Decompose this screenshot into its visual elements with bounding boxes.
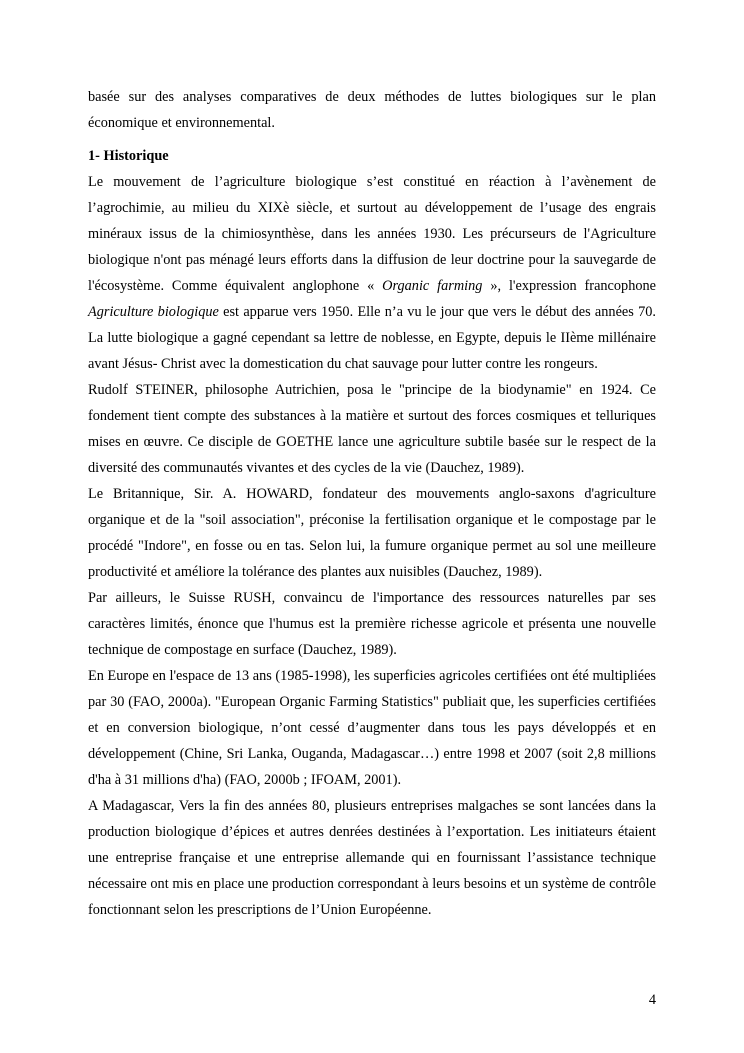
italic-term: Organic farming (382, 278, 483, 294)
paragraph-steiner: Rudolf STEINER, philosophe Autrichien, posa le "principe de la biodynamie" en 1924. Ce fondement tient compte des substances à la matière et surtout des forces cosmiques et telluriques mises en œuvre. Ce disciple de GOETHE lance une agriculture subtile basée sur le respect de la diversité des communautés vivantes et des cycles de la vie (Dauchez, 1989). (88, 382, 656, 476)
intro-paragraph: basée sur des analyses comparatives de deux méthodes de luttes biologiques sur le plan économique et environnemental. (88, 89, 656, 131)
paragraph-history-origin (88, 169, 656, 377)
body-text (88, 84, 656, 923)
page-number: 4 (648, 992, 656, 1008)
section-heading: 1- Historique (88, 148, 169, 164)
paragraph-text: », l'expression francophone (482, 278, 656, 294)
paragraph-text: Le mouvement de l’agriculture biologique s’est constitué en réaction à l’avènement de l’agrochimie, au milieu du XIXè siècle, et surtout au développement de l’usage des engrais minéraux issus de la chimiosynthèse, dans les années 1930. Les précurseurs de l'Agriculture biologique n'ont pas ménagé leurs efforts dans la diffusion de leur doctrine pour la sauvegarde de l'écosystème. Comme équivalent anglophone « (88, 174, 656, 294)
paragraph-madagascar: A Madagascar, Vers la fin des années 80, plusieurs entreprises malgaches se sont lancées dans la production biologique d’épices et autres denrées destinées à l’exportation. Les initiateurs étaient une entreprise française et une entreprise allemande qui en fournissant l’assistance technique nécessaire ont mis en place une production correspondant à leurs besoins et un système de contrôle fonctionnant selon les prescriptions de l’Union Européenne. (88, 798, 656, 918)
paragraph-rush: Par ailleurs, le Suisse RUSH, convaincu de l'importance des ressources naturelles par ses caractères limités, énonce que l'humus est la première richesse agricole et présenta une nouvelle technique de compostage en surface (Dauchez, 1989). (88, 590, 656, 658)
paragraph-text: est apparue vers 1950. Elle n’a vu le jour que vers le début des années 70. La lutte biologique a gagné cependant sa lettre de noblesse, en Egypte, depuis le IIème millénaire avant Jésus- Christ avec la domestication du chat sauvage pour lutter contre les rongeurs. (88, 304, 656, 372)
paragraph-europe: En Europe en l'espace de 13 ans (1985-1998), les superficies agricoles certifiées ont été multipliées par 30 (FAO, 2000a). "European Organic Farming Statistics" publiait que, les superficies certifiées et en conversion biologique, n’ont cessé d’augmenter dans tous les pays développés et en développement (Chine, Sri Lanka, Ouganda, Madagascar…) entre 1998 et 2007 (soit 2,8 millions d'ha à 31 millions d'ha) (FAO, 2000b ; IFOAM, 2001). (88, 668, 656, 788)
paragraph-howard: Le Britannique, Sir. A. HOWARD, fondateur des mouvements anglo-saxons d'agriculture organique et de la "soil association", préconise la fertilisation organique et le compostage par le procédé "Indore", en fosse ou en tas. Selon lui, la fumure organique permet au sol une meilleure productivité et améliore la tolérance des plantes aux nuisibles (Dauchez, 1989). (88, 486, 656, 580)
italic-term: Agriculture biologique (88, 304, 219, 320)
